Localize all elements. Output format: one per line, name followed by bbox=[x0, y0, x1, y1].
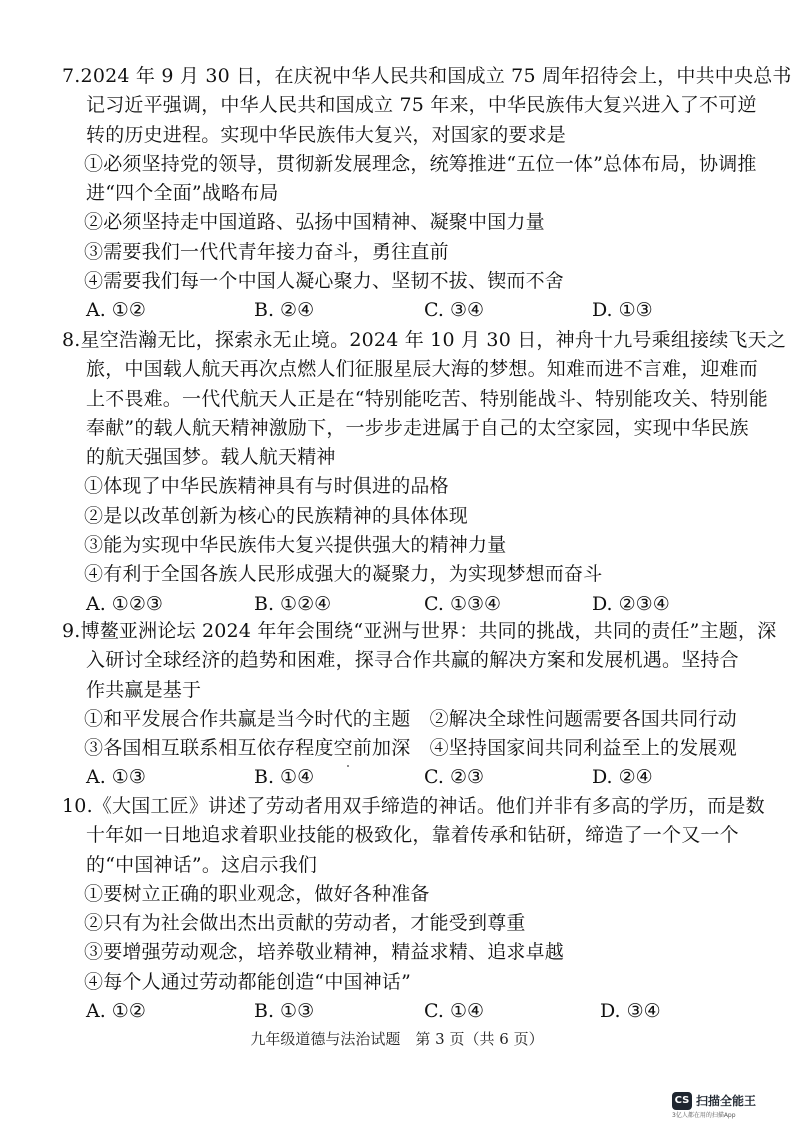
choice-c: C. ①③④ bbox=[424, 592, 502, 615]
statement-option: ②必须坚持走中国道路、弘扬中国精神、凝聚中国力量 bbox=[84, 211, 545, 234]
question-stem-line: 7.2024 年 9 月 30 日，在庆祝中华人民共和国成立 75 周年招待会上，中共中央总书 bbox=[62, 65, 792, 87]
choice-c: C. ③④ bbox=[424, 299, 485, 322]
question-stem-line: 十年如一日地追求着职业技能的极致化，靠着传承和钻研，缔造了一个又一个 bbox=[86, 824, 739, 847]
question-stem-line: 10.《大国工匠》讲述了劳动者用双手缔造的神话。他们并非有多高的学历，而是数 bbox=[62, 795, 765, 817]
statement-option: ③能为实现中华民族伟大复兴提供强大的精神力量 bbox=[84, 534, 507, 557]
question-stem-line: 奉献”的载人航天精神激励下，一步步走进属于自己的太空家园，实现中华民族 bbox=[86, 416, 749, 439]
question-9 bbox=[62, 617, 777, 793]
answer-choices bbox=[62, 763, 734, 792]
question-10 bbox=[62, 792, 765, 1026]
statement-option: ④有利于全国各族人民形成强大的凝聚力，为实现梦想而奋斗 bbox=[84, 563, 603, 586]
watermark-tagline: 3亿人都在用的扫描App bbox=[672, 1112, 736, 1119]
choice-a: A. ①② bbox=[86, 1000, 146, 1023]
statement-option: ②只有为社会做出杰出贡献的劳动者，才能受到尊重 bbox=[84, 912, 526, 935]
choice-b: B. ①④ bbox=[254, 766, 315, 789]
answer-choices bbox=[62, 296, 734, 325]
statement-option: ②是以改革创新为核心的民族精神的具体体现 bbox=[84, 504, 469, 527]
question-stem-line: 旅，中国载人航天再次点燃人们征服星辰大海的梦想。知难而进不言难，迎难而 bbox=[86, 358, 759, 381]
statement-option: 进“四个全面”战略布局 bbox=[86, 182, 279, 205]
question-stem-line: 记习近平强调，中华人民共和国成立 75 年来，中华民族伟大复兴进入了不可逆 bbox=[86, 94, 757, 117]
statement-option: ①要树立正确的职业观念，做好各种准备 bbox=[84, 882, 430, 905]
scanner-watermark bbox=[672, 1090, 782, 1120]
choice-d: D. ③④ bbox=[600, 1000, 661, 1023]
choice-a: A. ①③ bbox=[86, 766, 146, 789]
choice-d: D. ①③ bbox=[592, 299, 653, 322]
question-stem-line: 上不畏难。一代代航天人正是在“特别能吃苦、特别能战斗、特别能攻关、特别能 bbox=[86, 387, 768, 410]
statement-option: ④每个人通过劳动都能创造“中国神话” bbox=[84, 970, 412, 993]
choice-b: B. ②④ bbox=[254, 299, 315, 322]
scan-speck bbox=[347, 765, 349, 767]
question-stem-line: 的航天强国梦。载人航天精神 bbox=[86, 446, 336, 469]
statement-option: ①体现了中华民族精神具有与时俱进的品格 bbox=[84, 475, 449, 498]
choice-a: A. ①②③ bbox=[86, 592, 163, 615]
choice-b: B. ①②④ bbox=[254, 592, 332, 615]
statement-option: ③要增强劳动观念，培养敬业精神，精益求精、追求卓越 bbox=[84, 941, 565, 964]
watermark-app-name: 扫描全能王 bbox=[696, 1094, 757, 1108]
choice-c: C. ②③ bbox=[424, 766, 485, 789]
statement-option: ①必须坚持党的领导，贯彻新发展理念，统筹推进“五位一体”总体布局，协调推 bbox=[84, 152, 757, 175]
question-stem-line: 8.星空浩瀚无比，探索永无止境。2024 年 10 月 30 日，神舟十九号乘组接续飞天之 bbox=[62, 329, 787, 351]
answer-choices bbox=[62, 997, 734, 1026]
statement-option: ③需要我们一代代青年接力奋斗，勇往直前 bbox=[84, 240, 449, 263]
choice-a: A. ①② bbox=[86, 299, 146, 322]
statement-option: ④需要我们每一个中国人凝心聚力、坚韧不拔、锲而不舍 bbox=[84, 270, 565, 293]
question-stem-line: 作共赢是基于 bbox=[86, 678, 202, 701]
question-stem-line: 入研讨全球经济的趋势和困难，探寻合作共赢的解决方案和发展机遇。坚持合 bbox=[86, 649, 739, 672]
question-stem-line: 转的历史进程。实现中华民族伟大复兴，对国家的要求是 bbox=[86, 123, 567, 146]
choice-d: D. ②④ bbox=[592, 766, 653, 789]
choice-b: B. ①③ bbox=[254, 1000, 315, 1023]
question-7 bbox=[62, 62, 792, 326]
question-stem-line: 9.博鳌亚洲论坛 2024 年年会围绕“亚洲与世界：共同的挑战，共同的责任”主题，深 bbox=[62, 620, 777, 642]
choice-d: D. ②③④ bbox=[592, 592, 670, 615]
question-8 bbox=[62, 326, 787, 619]
page-footer: 九年级道德与法治试题 第 3 页（共 6 页） bbox=[250, 1030, 544, 1048]
question-stem-line: 的“中国神话”。这启示我们 bbox=[86, 853, 318, 876]
statement-option: ③各国相互联系相互依存程度空前加深 ④坚持国家间共同利益至上的发展观 bbox=[84, 737, 737, 760]
choice-c: C. ①④ bbox=[424, 1000, 485, 1023]
statement-option: ①和平发展合作共赢是当今时代的主题 ②解决全球性问题需要各国共同行动 bbox=[84, 707, 737, 730]
camscanner-logo-icon: CS bbox=[672, 1092, 692, 1110]
answer-choices bbox=[62, 590, 734, 619]
